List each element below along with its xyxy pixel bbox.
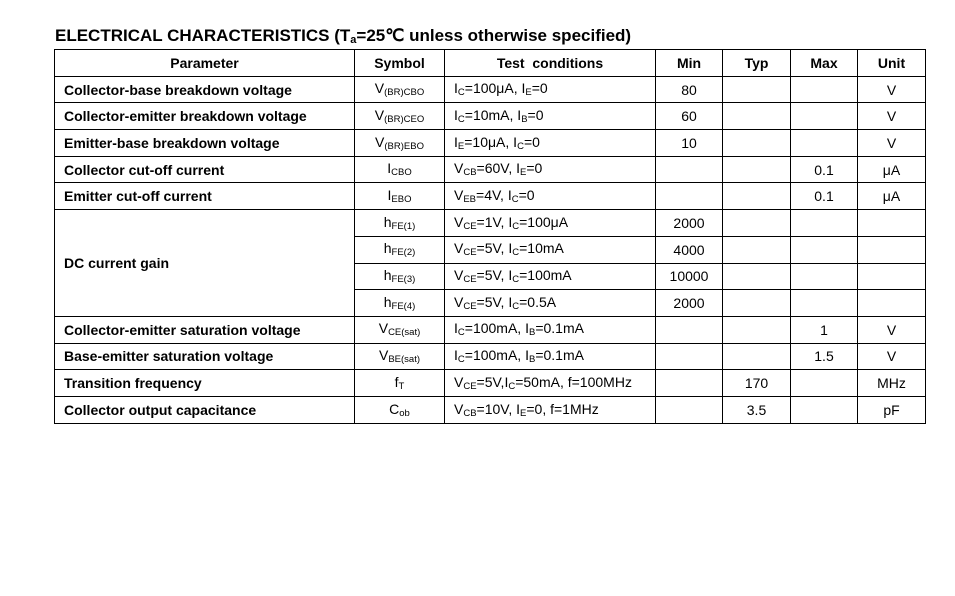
unit-cell: V [858, 343, 926, 370]
max-cell: 0.1 [791, 183, 858, 210]
section-title [55, 26, 631, 46]
max-cell: 0.1 [791, 156, 858, 183]
symbol-subscript: BE(sat) [388, 354, 421, 366]
condition-value: =0.5A [519, 293, 557, 310]
table-row [55, 183, 926, 210]
condition-subscript: B [521, 113, 528, 125]
test-condition-cell [445, 130, 656, 157]
symbol-subscript: (BR)EBO [384, 140, 424, 152]
table-row [55, 130, 926, 157]
condition-subscript: C [512, 274, 520, 286]
test-condition-cell [445, 156, 656, 183]
symbol-subscript: CE(sat) [388, 327, 421, 339]
column-header-unit: Unit [858, 50, 926, 77]
symbol-subscript: (BR)CEO [384, 113, 425, 125]
condition-symbol: I [454, 320, 458, 337]
condition-subscript: C [457, 87, 465, 99]
symbol-main: f [394, 373, 399, 390]
condition-value: =10μA, [464, 133, 514, 150]
condition-value: =100mA, [464, 320, 526, 337]
typ-cell [723, 130, 791, 157]
symbol-cell [355, 210, 445, 237]
column-header-max: Max [791, 50, 858, 77]
max-cell [791, 103, 858, 130]
test-condition-cell [445, 236, 656, 263]
condition-subscript: E [520, 167, 527, 179]
condition-symbol: V [454, 160, 464, 177]
max-cell [791, 263, 858, 290]
table-row [55, 316, 926, 343]
min-cell: 2000 [656, 210, 723, 237]
max-cell [791, 76, 858, 103]
symbol-main: h [383, 240, 392, 257]
unit-cell [858, 210, 926, 237]
unit-cell: μA [858, 183, 926, 210]
condition-symbol: V [454, 213, 464, 230]
typ-cell [723, 183, 791, 210]
condition-value: =100μA, [464, 80, 522, 97]
condition-symbol: V [454, 267, 464, 284]
condition-value: =60V, [476, 160, 517, 177]
unit-cell: MHz [858, 370, 926, 397]
symbol-cell [355, 290, 445, 317]
parameter-cell: Collector cut-off current [55, 156, 355, 183]
parameter-cell: Emitter cut-off current [55, 183, 355, 210]
min-cell: 2000 [656, 290, 723, 317]
symbol-main: V [374, 106, 385, 123]
parameter-cell: Collector-emitter saturation voltage [55, 316, 355, 343]
min-cell [656, 156, 723, 183]
condition-subscript: C [508, 380, 516, 392]
condition-subscript: B [528, 354, 536, 366]
symbol-cell [355, 343, 445, 370]
condition-value: =0.1mA [535, 320, 584, 337]
condition-subscript: C [512, 220, 520, 232]
condition-value: =0 [531, 80, 548, 97]
max-cell [791, 370, 858, 397]
condition-symbol: I [508, 267, 513, 284]
condition-symbol: I [454, 106, 458, 123]
condition-value: =4V, [476, 187, 508, 204]
max-cell [791, 290, 858, 317]
condition-subscript: C [457, 113, 465, 125]
test-condition-cell [445, 290, 656, 317]
condition-symbol: V [454, 293, 464, 310]
unit-cell [858, 290, 926, 317]
condition-symbol: I [525, 347, 529, 364]
symbol-cell [355, 236, 445, 263]
min-cell [656, 183, 723, 210]
symbol-main: V [378, 347, 389, 364]
column-header-parameter: Parameter [55, 50, 355, 77]
test-condition-cell [445, 343, 656, 370]
condition-subscript: B [528, 327, 536, 339]
condition-value: =50mA, f=100MHz [515, 373, 632, 390]
condition-subscript: C [512, 247, 520, 259]
condition-subscript: C [457, 327, 465, 339]
condition-subscript: E [525, 87, 532, 99]
condition-subscript: CE [463, 300, 477, 312]
typ-cell [723, 76, 791, 103]
symbol-cell [355, 103, 445, 130]
condition-value: =0 [518, 187, 535, 204]
typ-cell: 170 [723, 370, 791, 397]
parameter-cell: Base-emitter saturation voltage [55, 343, 355, 370]
symbol-cell [355, 156, 445, 183]
min-cell: 80 [656, 76, 723, 103]
table-row [55, 396, 926, 423]
test-condition-cell [445, 316, 656, 343]
test-condition-cell [445, 76, 656, 103]
condition-symbol: V [454, 400, 464, 417]
symbol-main: I [387, 160, 392, 177]
min-cell: 60 [656, 103, 723, 130]
symbol-main: C [389, 400, 400, 417]
header-row [55, 50, 926, 77]
parameter-cell: Collector-emitter breakdown voltage [55, 103, 355, 130]
min-cell [656, 343, 723, 370]
condition-subscript: CB [463, 407, 477, 419]
symbol-subscript: CBO [391, 167, 412, 179]
max-cell: 1.5 [791, 343, 858, 370]
symbol-subscript: FE(1) [391, 220, 416, 232]
electrical-characteristics-table [54, 49, 926, 424]
max-cell: 1 [791, 316, 858, 343]
test-condition-cell [445, 103, 656, 130]
typ-cell [723, 316, 791, 343]
unit-cell: V [858, 103, 926, 130]
condition-subscript: C [457, 354, 465, 366]
condition-subscript: CE [463, 247, 477, 259]
symbol-subscript: (BR)CBO [384, 87, 425, 99]
symbol-main: V [378, 320, 389, 337]
typ-cell [723, 156, 791, 183]
unit-cell: V [858, 316, 926, 343]
symbol-subscript: FE(4) [391, 300, 416, 312]
table-row [55, 156, 926, 183]
condition-value: =0 [523, 133, 540, 150]
condition-value: =0, f=1MHz [526, 400, 599, 417]
unit-cell [858, 263, 926, 290]
condition-subscript: E [520, 407, 527, 419]
typ-cell [723, 210, 791, 237]
table-row [55, 103, 926, 130]
condition-symbol: I [508, 240, 513, 257]
condition-value: =0 [527, 106, 544, 123]
symbol-subscript: EBO [391, 194, 412, 206]
max-cell [791, 396, 858, 423]
table-row [55, 210, 926, 237]
title-subscript: a [350, 34, 357, 46]
typ-cell [723, 236, 791, 263]
symbol-subscript: FE(3) [391, 274, 416, 286]
condition-subscript: C [512, 300, 520, 312]
symbol-subscript: FE(2) [391, 247, 416, 259]
test-condition-cell [445, 183, 656, 210]
condition-symbol: I [513, 133, 518, 150]
symbol-cell [355, 396, 445, 423]
typ-cell [723, 263, 791, 290]
condition-value: =0 [526, 160, 543, 177]
min-cell [656, 396, 723, 423]
column-header-typ: Typ [723, 50, 791, 77]
condition-subscript: EB [463, 194, 477, 206]
condition-symbol: I [508, 293, 513, 310]
typ-cell [723, 343, 791, 370]
symbol-main: h [383, 213, 392, 230]
test-condition-cell [445, 396, 656, 423]
condition-value: =5V, [476, 240, 509, 257]
test-condition-cell [445, 210, 656, 237]
min-cell [656, 316, 723, 343]
condition-value: =1V, [476, 213, 509, 230]
symbol-cell [355, 76, 445, 103]
condition-symbol: I [454, 80, 458, 97]
condition-symbol: I [521, 80, 526, 97]
parameter-cell: Emitter-base breakdown voltage [55, 130, 355, 157]
condition-subscript: CE [463, 220, 477, 232]
parameter-cell: Collector-base breakdown voltage [55, 76, 355, 103]
condition-symbol: I [454, 133, 458, 150]
condition-value: =100μA [519, 213, 569, 230]
symbol-cell [355, 130, 445, 157]
symbol-main: I [387, 187, 392, 204]
column-header-symbol: Symbol [355, 50, 445, 77]
condition-symbol: V [454, 240, 464, 257]
test-condition-cell [445, 263, 656, 290]
typ-cell [723, 290, 791, 317]
unit-cell [858, 236, 926, 263]
condition-symbol: I [525, 320, 529, 337]
condition-subscript: CB [463, 167, 477, 179]
condition-symbol: I [454, 347, 458, 364]
condition-symbol: V [454, 373, 464, 390]
symbol-subscript: T [398, 380, 405, 392]
condition-subscript: CE [463, 274, 477, 286]
column-header-test-conditions: Test conditions [445, 50, 656, 77]
min-cell: 10 [656, 130, 723, 157]
condition-value: =5V, [476, 293, 509, 310]
title-suffix: =25℃ unless otherwise specified) [356, 26, 632, 45]
min-cell: 10000 [656, 263, 723, 290]
parameter-cell: Transition frequency [55, 370, 355, 397]
max-cell [791, 210, 858, 237]
parameter-cell: DC current gain [55, 210, 355, 317]
condition-symbol: I [517, 106, 522, 123]
unit-cell: V [858, 76, 926, 103]
condition-symbol: I [504, 373, 509, 390]
symbol-main: h [383, 267, 392, 284]
table-row [55, 343, 926, 370]
symbol-main: V [375, 133, 385, 150]
condition-value: =0.1mA [535, 347, 584, 364]
test-condition-cell [445, 370, 656, 397]
condition-symbol: V [454, 187, 464, 204]
symbol-cell [355, 370, 445, 397]
max-cell [791, 130, 858, 157]
typ-cell: 3.5 [723, 396, 791, 423]
table-row [55, 370, 926, 397]
symbol-cell [355, 183, 445, 210]
min-cell: 4000 [656, 236, 723, 263]
symbol-main: V [374, 80, 385, 97]
parameter-cell: Collector output capacitance [55, 396, 355, 423]
condition-value: =10mA [519, 240, 564, 257]
symbol-cell [355, 316, 445, 343]
symbol-main: h [383, 293, 392, 310]
unit-cell: μA [858, 156, 926, 183]
symbol-cell [355, 263, 445, 290]
condition-value: =10mA, [464, 106, 518, 123]
condition-symbol: I [507, 187, 512, 204]
symbol-subscript: ob [399, 407, 410, 419]
table-row [55, 76, 926, 103]
unit-cell: pF [858, 396, 926, 423]
condition-subscript: CE [463, 380, 477, 392]
title-text: ELECTRICAL CHARACTERISTICS (T [55, 26, 351, 45]
condition-subscript: C [511, 194, 519, 206]
condition-value: =5V, [476, 373, 505, 390]
condition-subscript: E [457, 140, 465, 152]
min-cell [656, 370, 723, 397]
condition-value: =5V, [476, 267, 509, 284]
condition-symbol: I [508, 213, 513, 230]
max-cell [791, 236, 858, 263]
condition-value: =100mA [519, 267, 572, 284]
condition-symbol: I [516, 160, 521, 177]
condition-value: =10V, [476, 400, 517, 417]
condition-subscript: C [517, 140, 524, 152]
column-header-min: Min [656, 50, 723, 77]
typ-cell [723, 103, 791, 130]
unit-cell: V [858, 130, 926, 157]
condition-value: =100mA, [464, 347, 526, 364]
condition-symbol: I [516, 400, 521, 417]
